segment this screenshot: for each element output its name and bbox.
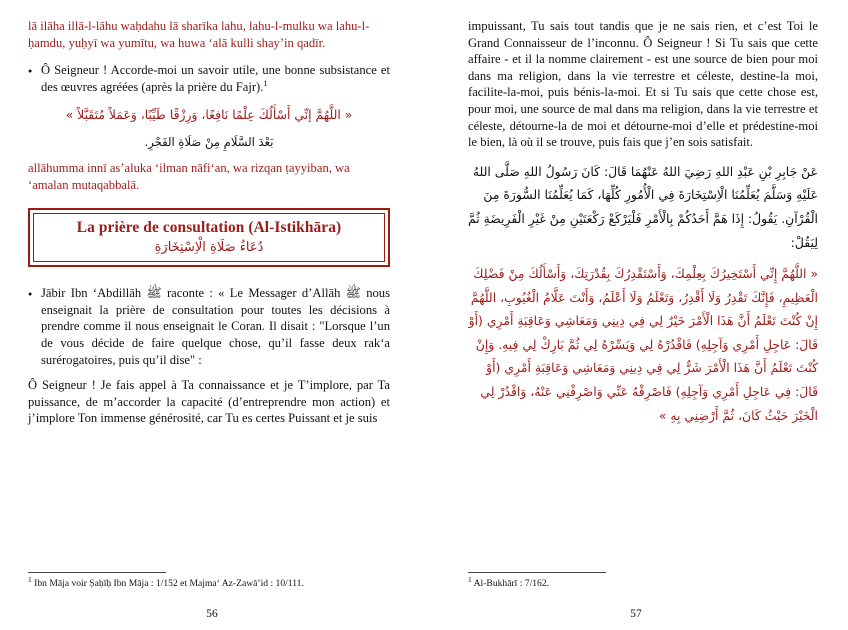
invocation-text: Ô Seigneur ! Accorde-moi un savoir utile, une bonne subsistance et des œuvres agréées (après la prière du Fajr).	[41, 63, 390, 94]
footnote-number: 1	[468, 574, 472, 584]
footnote-ref: 1	[263, 77, 268, 88]
left-footnote-area	[28, 572, 390, 590]
arabic-dua-full: « اللَّهُمَّ إِنِّي أَسْتَخِيرُكَ بِعِلْمِكَ، وَأَسْتَقْدِرُكَ بِقُدْرَتِكَ، وَأَسْأَلُكَ مِنْ فَضْلِكَ الْعَظِيمِ، فَإِنَّكَ تَقْدِرُ وَلَا أَقْدِرُ، وَتَعْلَمُ وَلَا أَعْلَمُ، وَأَنْتَ عَلَّامُ الْغُيُوبِ، اللَّهُمَّ إِنْ كُنْتَ تَعْلَمُ أَنَّ هَذَا الْأَمْرَ خَيْرٌ لِي فِي دِينِي وَمَعَاشِي وَعَاقِبَةِ أَمْرِي (أَوْ قَالَ: عَاجِلِ أَمْرِي وَآجِلِهِ) فَاقْدُرْهُ لِي وَيَسِّرْهُ لِي ثُمَّ بَارِكْ لِي فِيهِ. وَإِنْ كُنْتَ تَعْلَمُ أَنَّ هَذَا الْأَمْرَ شَرٌّ لِي فِي دِينِي وَمَعَاشِي وَعَاقِبَةِ أَمْرِي (أَوْ قَالَ: فِي عَاجِلِ أَمْرِي وَآجِلِهِ) فَاصْرِفْهُ عَنِّي وَاصْرِفْنِي عَنْهُ، وَاقْدُرْ لِي الْخَيْرَ حَيْثُ كَانَ، ثُمَّ أَرْضِنِي بِهِ »	[468, 266, 818, 423]
right-page	[424, 0, 848, 630]
page-number-right: 57	[630, 608, 642, 620]
continuation-paragraph: impuissant, Tu sais tout tandis que je ne sais rien, et c’est Toi le Grand Connaisseur de l’inconnu. Ô Seigneur ! Si Tu sais que cette affaire - et il la nomme clairement - est une source de bien pour moi dans ma religion, dans la vie terrestre et céleste, destine-la moi, facilite-la-moi, puis bénis-la-moi. Et si Tu sais que cette chose est, pour moi, une source de mal dans ma religion, dans la vie terrestre et céleste, détourne-la de moi et détourne-moi d’elle et prédestine-moi le bien, là où il se trouve, puis fais que j’en sois satisfait.	[468, 19, 818, 150]
arabic-source-note: بَعْدَ السَّلَامِ مِنْ صَلَاةِ الفَجْرِ.	[144, 134, 274, 149]
footnote-text: Ibn Māja voir Ṣaḥīḥ Ibn Māja : 1/152 et Majma‘ Az-Zawā’id : 10/111.	[34, 577, 304, 589]
section-title-inner	[33, 213, 385, 262]
section-title-box	[28, 208, 390, 267]
section-title-french: La prière de consultation (Al-Istikhāra)	[76, 219, 342, 237]
footnote	[28, 574, 390, 590]
dua-translation-paragraph: Ô Seigneur ! Je fais appel à Ta connaissance et je T’implore, par Ta puissance, de m’accorder la capacité (d’entreprendre mon action) et j’implore Ton immense générosité, car Tu es certes Puissant et je suis	[28, 378, 390, 426]
invocation-paragraph	[28, 62, 390, 95]
arabic-isnad: عَنْ جَابِرِ بْنِ عَبْدِ اللهِ رَضِيَ اللهُ عَنْهُمَا قَالَ: كَانَ رَسُولُ اللهِ صَلَّى اللهُ عَلَيْهِ وَسَلَّمَ يُعَلِّمُنَا الْاِسْتِخَارَةَ فِي الْأُمُورِ كُلِّهَا، كَمَا يُعَلِّمُنَا السُّورَةَ مِنَ الْقُرْآنِ. يَقُولُ: إِذَا هَمَّ أَحَدُكُمْ بِالْأَمْرِ فَلْيَرْكَعْ رَكْعَتَيْنِ مِنْ غَيْرِ الْفَرِيضَةِ ثُمَّ لِيَقُلْ:	[468, 163, 818, 250]
footnote-divider	[28, 572, 166, 573]
transliteration-top: lā ilāha illā-l-lāhu waḥdahu lā sharīka lahu, lahu-l-mulku wa lahu-l-ḥamdu, yuḥyī wa yumītu, wa huwa ‘alā kulli shay’in qadīr.	[28, 19, 370, 50]
transliteration-dua: allāhumma innī as’aluka ‘ilman nāfi‘an, wa rizqan ṭayyiban, wa ‘amalan mutaqabbalā.	[28, 161, 350, 193]
footnote-text: Al-Bukhārī : 7/162.	[473, 577, 550, 589]
page-number-left: 56	[206, 608, 218, 620]
footnote-number: 1	[28, 574, 32, 584]
arabic-dua: « اللَّهُمَّ إنِّي أَسْأَلُكَ عِلْمًا نَافِعًا، وَرِزْقًا طَيِّبًا، وَعَمَلاً مُتَقَبَّلاً »	[65, 107, 353, 123]
hadith-paragraph	[28, 285, 390, 368]
right-footnote-area	[468, 572, 818, 590]
footnote	[468, 574, 818, 590]
footnote-divider	[468, 572, 606, 573]
section-title-arabic: دُعَاءُ صَلَاةِ الْاِسْتِخَارَةِ	[154, 240, 264, 256]
hadith-text: Jābir Ibn ‘Abdillāh ﷺ raconte : « Le Messager d’Allāh ﷺ nous enseignait la prière de consultation pour toutes les décisions à prendre comme il nous enseignait le Coran. Il disait : "Lorsque l’un de vous décide de faire quelque chose, qu’il fasse deux rak‘a surérogatoires, puis qu’il dise" :	[41, 286, 390, 367]
